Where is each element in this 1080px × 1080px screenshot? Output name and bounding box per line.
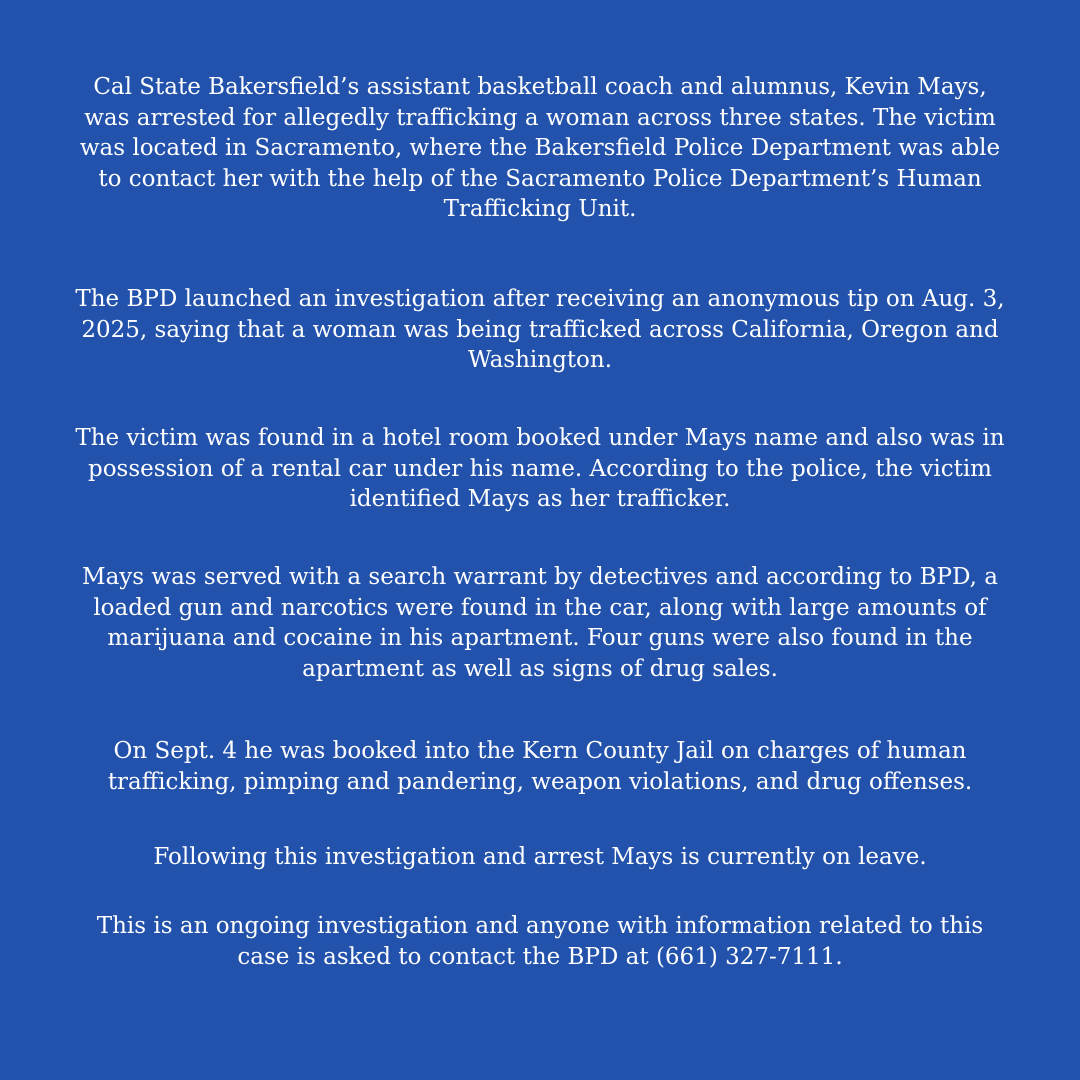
paragraph-search-warrant: Mays was served with a search warrant by detectives and according to BPD, a loaded gun and narcotics were found in the car, along with large amounts of marijuana and cocaine in his apartment. Four guns were also found in the apartment as well as signs of drug sales. bbox=[82, 564, 998, 682]
paragraph-arrest-summary: Cal State Bakersfield’s assistant basketball coach and alumnus, Kevin Mays, was arrested for allegedly trafficking a woman across three states. The victim was located in Sacramento, where the Bakersfield Police Department was able to contact her with the help of the Sacramento Police Department’s Human Trafficking Unit. bbox=[79, 74, 1001, 222]
paragraph-booking-charges: On Sept. 4 he was booked into the Kern County Jail on charges of human trafficking, pimping and pandering, weapon violations, and drug offenses. bbox=[107, 738, 973, 795]
paragraph-investigation-tip: The BPD launched an investigation after receiving an anonymous tip on Aug. 3, 2025, saying that a woman was being trafficked across California, Oregon and Washington. bbox=[75, 286, 1005, 373]
paragraph-contact-info: This is an ongoing investigation and anyone with information related to this case is asked to contact the BPD at (661) 327-7111. bbox=[96, 913, 984, 970]
paragraph-victim-found: The victim was found in a hotel room booked under Mays name and also was in possession of a rental car under his name. According to the police, the victim identified Mays as her trafficker. bbox=[75, 425, 1005, 512]
paragraph-leave-status: Following this investigation and arrest Mays is currently on leave. bbox=[153, 844, 927, 870]
